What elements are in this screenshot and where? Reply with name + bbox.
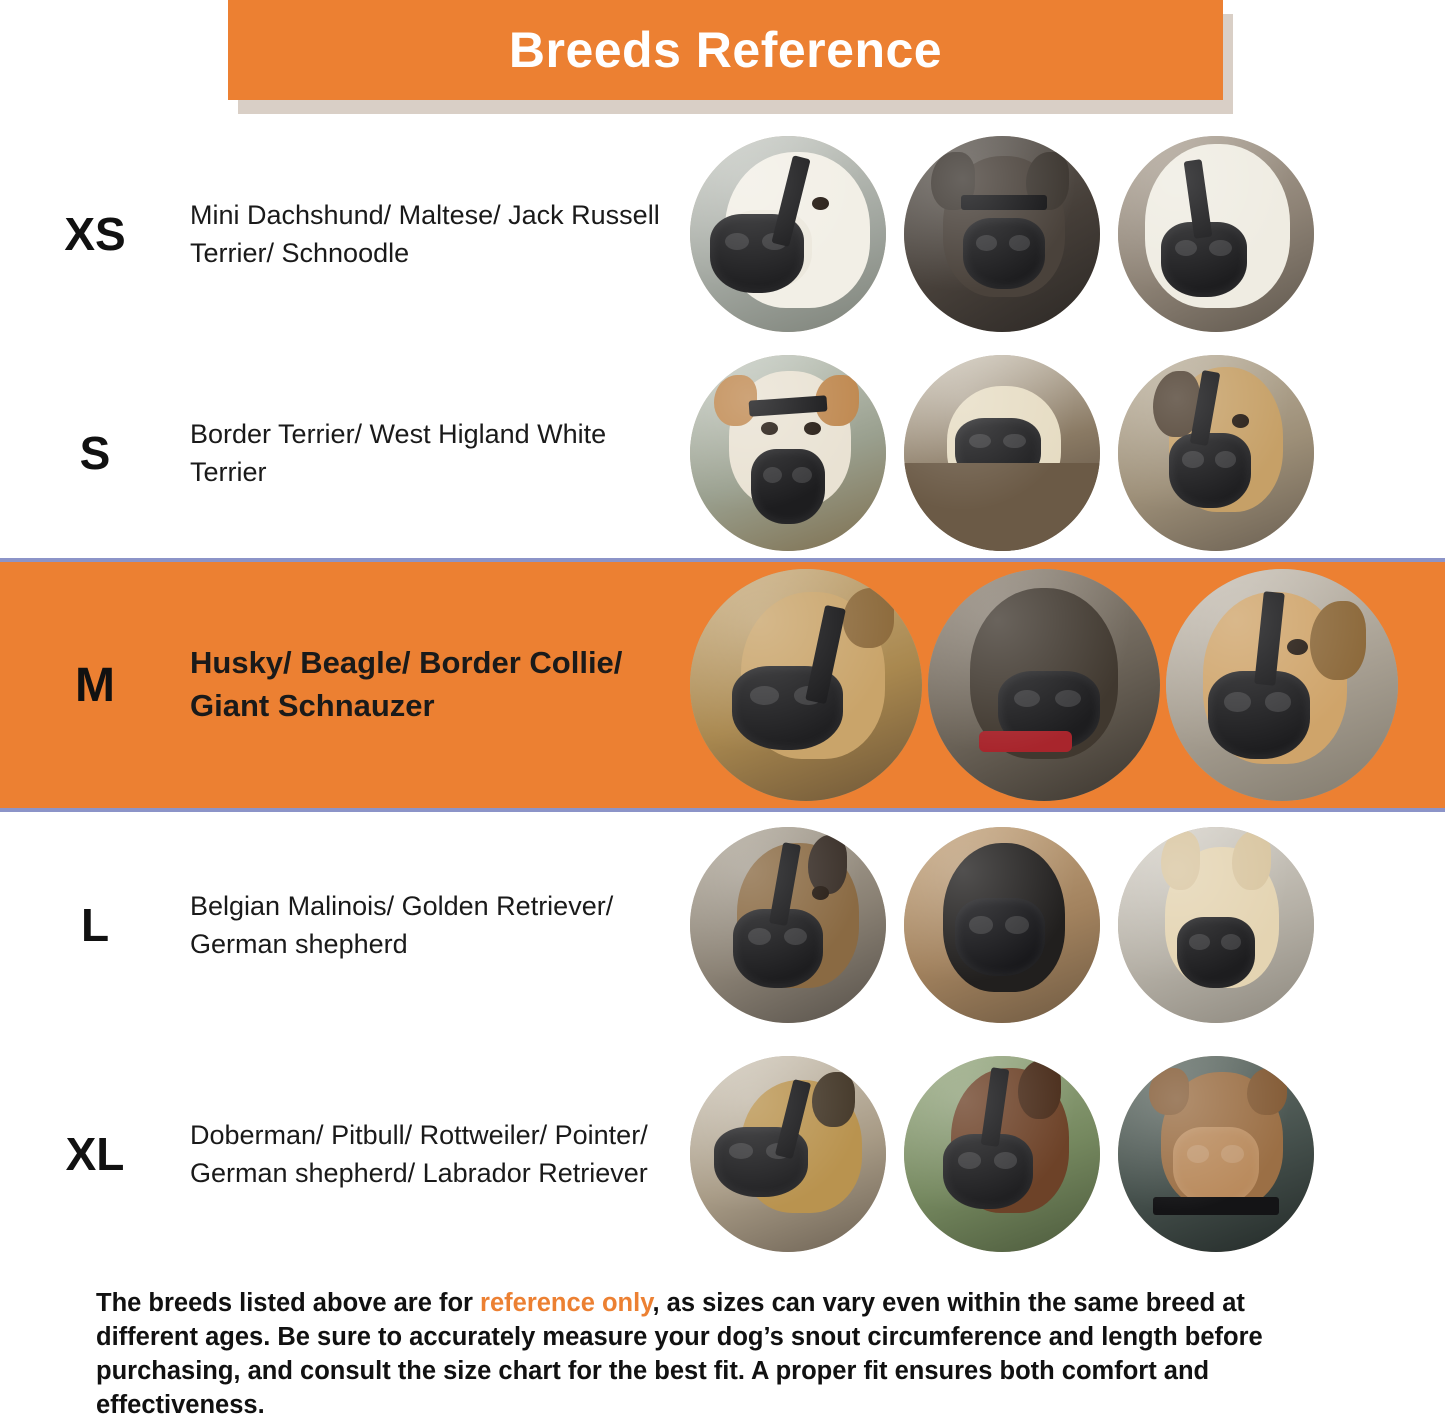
photo-highlight bbox=[904, 355, 1100, 551]
table-row bbox=[0, 348, 1445, 558]
size-label: XS bbox=[64, 208, 126, 260]
size-label: L bbox=[80, 899, 110, 951]
photo-m-1 bbox=[690, 569, 922, 801]
photo-highlight bbox=[1118, 827, 1314, 1023]
table-row bbox=[0, 1038, 1445, 1270]
photo-highlight bbox=[690, 1056, 886, 1252]
photo-l-3 bbox=[1118, 827, 1314, 1023]
photo-group bbox=[690, 136, 1445, 332]
photo-highlight bbox=[904, 1056, 1100, 1252]
breeds-label: Border Terrier/ West Higland White Terrier bbox=[190, 418, 607, 487]
photo-group bbox=[690, 827, 1445, 1023]
photo-group bbox=[690, 355, 1445, 551]
photo-l-2 bbox=[904, 827, 1100, 1023]
table-row bbox=[0, 120, 1445, 348]
photo-xs-2 bbox=[904, 136, 1100, 332]
photo-highlight bbox=[1118, 355, 1314, 551]
photo-group bbox=[690, 1056, 1445, 1252]
size-label: XL bbox=[65, 1128, 125, 1180]
breeds-label: Husky/ Beagle/ Border Collie/ Giant Schnauzer bbox=[190, 645, 623, 723]
photo-s-3 bbox=[1118, 355, 1314, 551]
photo-m-2 bbox=[928, 569, 1160, 801]
page-title: Breeds Reference bbox=[508, 22, 943, 78]
breeds-label: Doberman/ Pitbull/ Rottweiler/ Pointer/ German shepherd/ Labrador Retriever bbox=[190, 1119, 648, 1188]
size-label: S bbox=[79, 427, 111, 479]
photo-highlight bbox=[690, 569, 922, 801]
header-band bbox=[228, 0, 1223, 100]
footer-text-part2: , as sizes can vary even within the same breed at different ages. Be sure to accurately measure your dog’s snout circumference and length before purchasing, and consult the size chart for the best fit. A proper fit ensures both comfort and effectiveness. bbox=[96, 1289, 1263, 1420]
photo-highlight bbox=[690, 136, 886, 332]
photo-highlight bbox=[904, 136, 1100, 332]
photo-xl-1 bbox=[690, 1056, 886, 1252]
photo-highlight bbox=[1166, 569, 1398, 801]
footer-highlight: reference only bbox=[480, 1289, 653, 1317]
photo-l-1 bbox=[690, 827, 886, 1023]
photo-s-2 bbox=[904, 355, 1100, 551]
table-row-highlighted bbox=[0, 558, 1445, 812]
photo-xs-3 bbox=[1118, 136, 1314, 332]
breeds-label: Belgian Malinois/ Golden Retriever/ German shepherd bbox=[190, 890, 614, 959]
photo-highlight bbox=[928, 569, 1160, 801]
footer-text-part1: The breeds listed above are for bbox=[96, 1289, 481, 1317]
photo-highlight bbox=[904, 827, 1100, 1023]
photo-highlight bbox=[1118, 136, 1314, 332]
size-label: M bbox=[75, 658, 115, 712]
breeds-label: Mini Dachshund/ Maltese/ Jack Russell Terrier/ Schnoodle bbox=[190, 199, 660, 268]
breeds-table bbox=[0, 120, 1445, 1270]
photo-s-1 bbox=[690, 355, 886, 551]
photo-highlight bbox=[690, 827, 886, 1023]
footer-note bbox=[0, 1270, 1445, 1423]
photo-group bbox=[690, 569, 1445, 801]
photo-highlight bbox=[690, 355, 886, 551]
photo-xs-1 bbox=[690, 136, 886, 332]
photo-xl-2 bbox=[904, 1056, 1100, 1252]
photo-highlight bbox=[1118, 1056, 1314, 1252]
photo-m-3 bbox=[1166, 569, 1398, 801]
table-row bbox=[0, 812, 1445, 1038]
photo-xl-3 bbox=[1118, 1056, 1314, 1252]
header bbox=[0, 0, 1445, 120]
